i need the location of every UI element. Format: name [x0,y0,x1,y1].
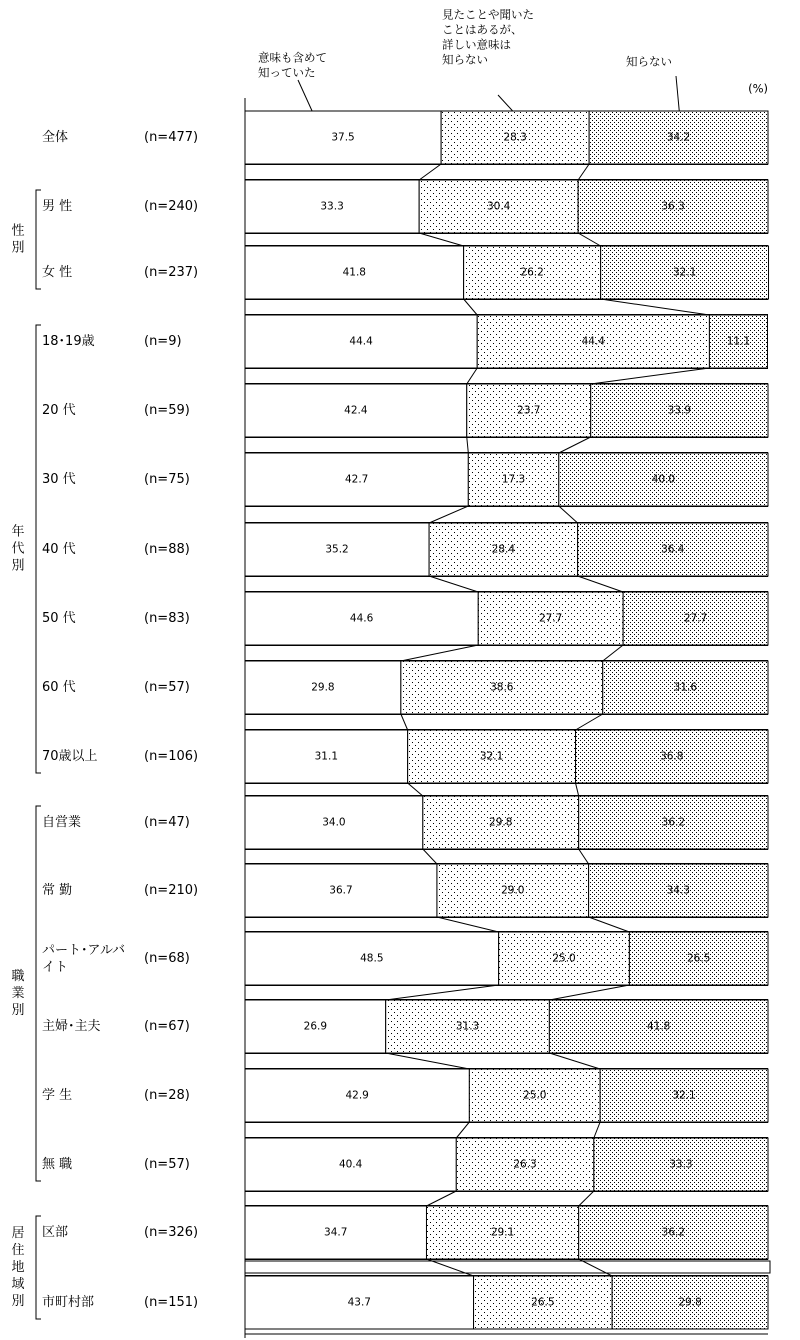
data-label: 30.4 [486,200,511,213]
group-label: 業 [11,986,25,1001]
group-label: 域 [11,1277,25,1292]
connector-line [386,1053,470,1069]
data-label: 43.7 [347,1296,371,1309]
data-label: 11.1 [726,335,751,348]
row-label: 自営業 [42,815,82,830]
group-label: 別 [11,1294,25,1309]
connector-line [601,299,710,315]
data-label: 36.8 [660,750,684,763]
row-n-label: (n=59) [144,403,190,418]
row-label: 18･19歳 [42,334,95,349]
data-label: 44.6 [349,612,374,625]
group-label: 別 [11,1003,25,1018]
data-label: 32.1 [479,750,504,763]
legend-label: 知らない [626,54,672,69]
legend [258,8,680,125]
connector-line [437,917,499,932]
row-label: 学 生 [42,1088,73,1103]
connector-line [429,576,478,592]
row-n-label: (n=9) [144,334,182,349]
row-label: 市町村部 [42,1295,95,1310]
data-label: 34.7 [324,1226,348,1239]
data-label: 27.7 [683,612,708,625]
connector-line [578,164,589,180]
data-label: 23.7 [517,404,541,417]
row-n-label: (n=240) [144,199,199,214]
group-label: 別 [11,240,25,256]
row-n-label: (n=210) [144,883,199,898]
legend-label: 詳しい意味は [442,37,511,52]
row-n-label: (n=57) [144,680,190,695]
data-label: 41.8 [646,1020,671,1033]
row-label: 50 代 [42,611,76,626]
data-label: 25.0 [523,1089,547,1102]
data-label: 42.9 [345,1089,369,1102]
group-label: 住 [11,1243,25,1258]
group-label: 代 [11,541,25,557]
data-label: 36.3 [661,200,685,213]
data-label: 38.6 [490,681,514,694]
data-label: 33.3 [669,1158,693,1171]
data-label: 29.8 [311,681,335,694]
row-label: 70歳以上 [42,749,98,764]
data-label: 37.5 [331,131,355,144]
row-label: 全体 [42,130,69,145]
data-label: 28.3 [503,131,527,144]
data-label: 27.7 [538,612,563,625]
data-label: 26.5 [531,1296,555,1309]
legend-label: ことはあるが、 [442,22,523,37]
data-label: 40.4 [338,1158,363,1171]
data-label: 29.8 [489,816,513,829]
data-label: 42.7 [344,473,369,486]
data-label: 17.3 [501,473,526,486]
connector-line [456,1122,469,1138]
group-bracket [36,806,41,1181]
unit-label: (%) [748,81,768,96]
connector-line [419,164,441,180]
row-labels [42,129,198,1310]
legend-label: 見たことや聞いた [442,7,534,22]
row-n-label: (n=57) [144,1157,190,1172]
connector-line [386,985,499,1000]
data-label: 29.1 [490,1226,515,1239]
data-label: 36.4 [661,543,685,556]
row-label: 30 代 [42,472,76,487]
connector-line [589,917,630,932]
group-bracket [36,190,41,289]
row-n-label: (n=477) [144,130,199,145]
row-n-label: (n=326) [144,1225,199,1240]
data-label: 34.2 [666,131,691,144]
data-label: 48.5 [360,952,384,965]
row-label: 女 性 [42,265,73,280]
connector-line [467,368,477,384]
legend-label: 意味も含めて [258,50,327,65]
data-label: 32.1 [672,266,697,279]
group-bracket [36,325,41,773]
connector-line [419,233,463,246]
group-bracket [36,1216,41,1319]
legend-label: 知っていた [258,65,316,80]
row-n-label: (n=47) [144,815,190,830]
connector-line [408,783,423,796]
connector-line [464,299,478,315]
data-label: 25.0 [552,952,576,965]
group-brackets [11,190,41,1319]
row-n-label: (n=75) [144,472,190,487]
connector-line [401,714,408,730]
bars [245,111,769,1329]
row-label: 20 代 [42,403,76,418]
unit-label [748,82,768,96]
data-label: 28.4 [491,543,516,556]
data-label: 36.2 [661,1226,686,1239]
row-label: パート･アルバ [42,943,126,958]
connector-line [576,714,603,730]
connector-line [549,985,629,1000]
data-label: 34.3 [666,884,691,897]
connector-line [467,437,469,453]
connector-line [576,783,579,796]
data-label: 31.6 [673,681,698,694]
connector-line [559,506,578,523]
connector-line [423,849,437,864]
connector-line [578,233,600,246]
data-label: 36.7 [329,884,353,897]
group-label: 職 [11,969,25,984]
row-n-label: (n=237) [144,265,199,280]
data-label: 40.0 [651,473,676,486]
gap-box [245,1261,770,1273]
connector-line [578,576,624,592]
row-label: 区部 [42,1225,69,1240]
row-n-label: (n=68) [144,951,190,966]
data-label: 29.0 [501,884,525,897]
row-n-label: (n=28) [144,1088,190,1103]
data-label: 31.3 [455,1020,480,1033]
data-label: 26.9 [303,1020,328,1033]
data-label: 35.2 [325,543,349,556]
group-label: 性 [11,223,25,239]
row-label: 無 職 [42,1157,73,1172]
data-label: 42.4 [344,404,368,417]
connector-line [429,506,468,523]
data-label: 29.8 [678,1296,702,1309]
row-n-label: (n=151) [144,1295,199,1310]
row-n-label: (n=106) [144,749,199,764]
row-n-label: (n=83) [144,611,190,626]
row-label: 男 性 [42,199,73,214]
group-label: 年 [11,524,25,540]
connector-line [591,368,710,384]
connector-line [579,849,589,864]
data-label: 26.3 [513,1158,537,1171]
data-label: 31.1 [314,750,339,763]
data-label: 36.2 [661,816,686,829]
data-label: 33.9 [667,404,692,417]
connector-line [549,1053,600,1069]
row-n-label: (n=67) [144,1019,190,1034]
row-label: 常 勤 [42,883,73,898]
connector-line [579,1191,594,1206]
row-label: 40 代 [42,542,76,557]
group-label: 地 [11,1260,25,1275]
row-n-label: (n=88) [144,542,190,557]
data-label: 44.4 [581,335,606,348]
data-label: 33.3 [320,200,344,213]
group-label: 居 [11,1226,25,1241]
row-label: 60 代 [42,680,76,695]
data-label: 44.4 [349,335,373,348]
data-label: 41.8 [342,266,367,279]
data-label: 34.0 [322,816,346,829]
connector-line [603,645,623,661]
legend-label: 知らない [442,52,488,67]
row-label: 主婦･主夫 [42,1019,101,1034]
row-label: イト [42,960,69,975]
connector-line [401,645,478,661]
connector-line [426,1191,456,1206]
data-label: 26.5 [687,952,711,965]
data-label: 32.1 [672,1089,696,1102]
connector-line [594,1122,600,1138]
group-label: 別 [11,558,25,574]
connector-line [559,437,591,453]
data-label: 26.2 [520,266,544,279]
